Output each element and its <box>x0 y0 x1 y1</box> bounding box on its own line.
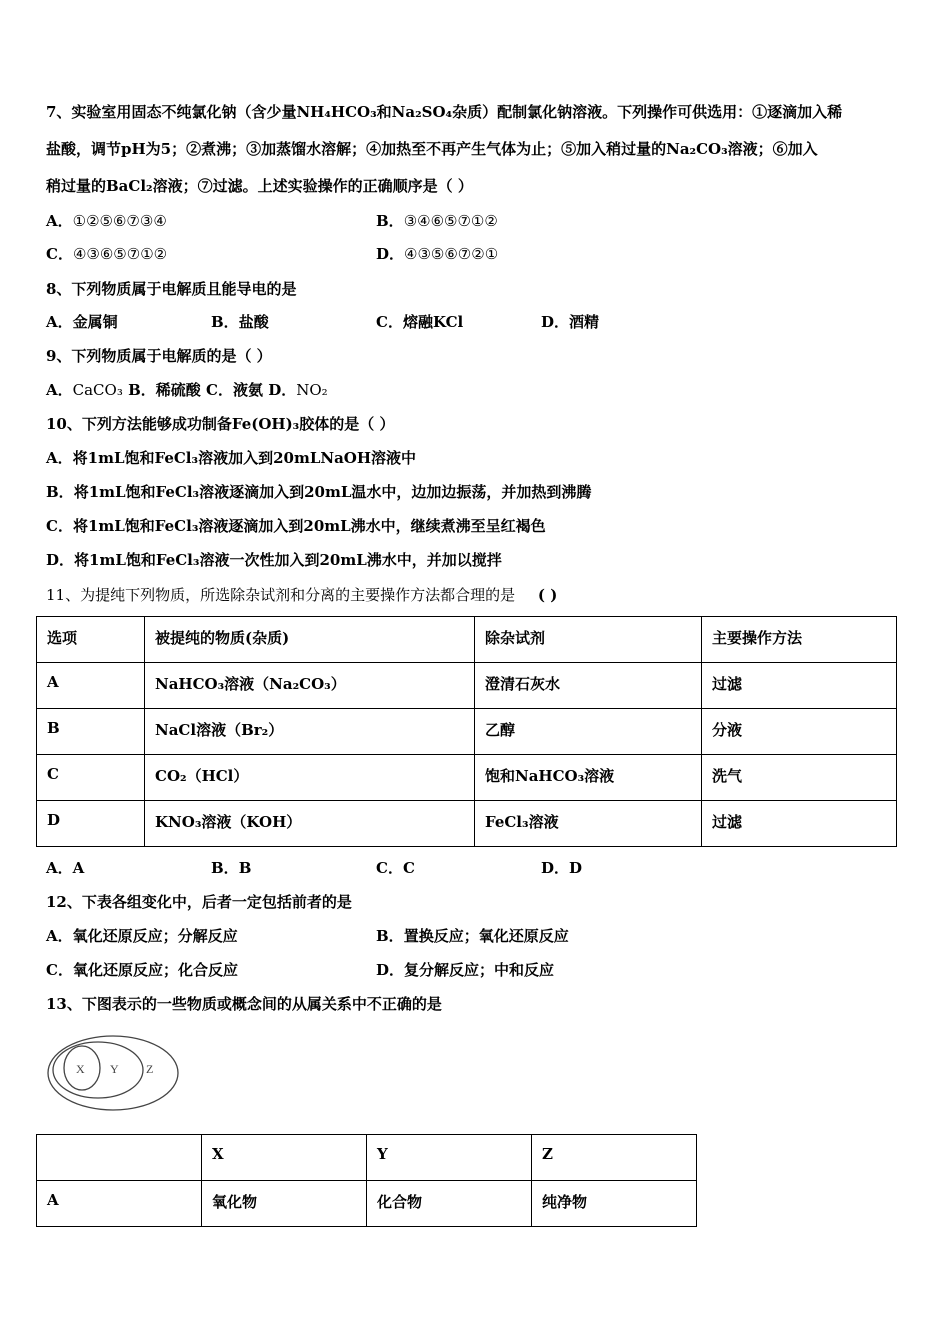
table-header-row <box>37 1135 697 1181</box>
table-header-cell: 除杂试剂 <box>475 617 702 663</box>
q8-option-c[interactable]: C．熔融KCl <box>376 313 464 331</box>
nested-set-diagram <box>40 1030 190 1116</box>
q7-stem-line1: 7、实验室用固态不纯氯化钠（含少量NH₄HCO₃和Na₂SO₄杂质）配制氯化钠溶液。下列操作可供选用：①逐滴加入稀 <box>46 103 843 121</box>
q7-stem-line3: 稍过量的BaCl₂溶液；⑦过滤。上述实验操作的正确顺序是（ ） <box>46 177 473 195</box>
q12-option-c[interactable]: C．氧化还原反应；化合反应 <box>46 961 238 979</box>
q9-options[interactable] <box>46 380 328 400</box>
table-header-cell: 选项 <box>37 617 145 663</box>
diagram-label-z: Z <box>146 1062 154 1076</box>
table-cell: 洗气 <box>702 755 897 801</box>
table-row <box>37 663 897 709</box>
table-header-cell: Z <box>532 1135 697 1181</box>
q7-option-c[interactable]: C．④③⑥⑤⑦①② <box>46 245 168 263</box>
table-cell: 化合物 <box>367 1181 532 1227</box>
q10-option-c[interactable]: C．将1mL饱和FeCl₃溶液逐滴加入到20mL沸水中，继续煮沸至呈红褐色 <box>46 517 546 535</box>
q11-stem <box>46 585 557 605</box>
q13-table <box>36 1134 697 1227</box>
table-cell: FeCl₃溶液 <box>475 801 702 847</box>
q12-option-a[interactable]: A．氧化还原反应；分解反应 <box>46 927 238 945</box>
q10-option-a[interactable]: A．将1mL饱和FeCl₃溶液加入到20mLNaOH溶液中 <box>46 449 417 467</box>
q11-table <box>36 616 897 847</box>
table-header-cell: X <box>202 1135 367 1181</box>
table-header-cell: Y <box>367 1135 532 1181</box>
q13-stem: 13、下图表示的一些物质或概念间的从属关系中不正确的是 <box>46 995 442 1013</box>
q11-option-b[interactable]: B．B <box>211 859 252 877</box>
table-cell: A <box>37 663 145 709</box>
table-cell: 澄清石灰水 <box>475 663 702 709</box>
table-cell: NaCl溶液（Br₂） <box>145 709 475 755</box>
table-row <box>37 755 897 801</box>
table-cell: KNO₃溶液（KOH） <box>145 801 475 847</box>
table-cell: A <box>37 1181 202 1227</box>
q7-stem-line2: 盐酸，调节pH为5；②煮沸；③加蒸馏水溶解；④加热至不再产生气体为止；⑤加入稍过量的Na₂CO₃溶液；⑥加入 <box>46 140 818 158</box>
diagram-label-x: X <box>76 1062 85 1076</box>
table-header-cell: 被提纯的物质(杂质) <box>145 617 475 663</box>
q11-stem-text: 11、为提纯下列物质，所选除杂试剂和分离的主要操作方法都合理的是 <box>46 586 516 604</box>
q8-stem: 8、下列物质属于电解质且能导电的是 <box>46 280 297 298</box>
table-cell: NaHCO₃溶液（Na₂CO₃） <box>145 663 475 709</box>
table-header-cell: 主要操作方法 <box>702 617 897 663</box>
diagram-label-y: Y <box>110 1062 119 1076</box>
q8-option-a[interactable]: A．金属铜 <box>46 313 118 331</box>
table-cell: D <box>37 801 145 847</box>
q11-answer-paren: ( ) <box>537 586 558 604</box>
q12-stem: 12、下表各组变化中，后者一定包括前者的是 <box>46 893 352 911</box>
table-header-cell <box>37 1135 202 1181</box>
table-row <box>37 801 897 847</box>
q9-option-c[interactable]: C．液氨 <box>206 381 263 399</box>
q7-option-b[interactable]: B．③④⑥⑤⑦①② <box>376 212 498 230</box>
q10-option-d[interactable]: D．将1mL饱和FeCl₃溶液一次性加入到20mL沸水中，并加以搅拌 <box>46 551 502 569</box>
q9-option-d[interactable]: D．NO₂ <box>268 381 328 399</box>
q11-option-d[interactable]: D．D <box>541 859 583 877</box>
q8-option-d[interactable]: D．酒精 <box>541 313 600 331</box>
q12-option-b[interactable]: B．置换反应；氧化还原反应 <box>376 927 569 945</box>
table-cell: C <box>37 755 145 801</box>
q9-stem: 9、下列物质属于电解质的是（ ） <box>46 347 272 365</box>
ellipse-y <box>53 1042 143 1098</box>
table-row <box>37 709 897 755</box>
q7-option-d[interactable]: D．④③⑤⑥⑦②① <box>376 245 499 263</box>
table-cell: 氧化物 <box>202 1181 367 1227</box>
q11-option-c[interactable]: C．C <box>376 859 415 877</box>
table-cell: 过滤 <box>702 663 897 709</box>
table-cell: 过滤 <box>702 801 897 847</box>
q7-option-a[interactable]: A．①②⑤⑥⑦③④ <box>46 212 167 230</box>
q11-option-a[interactable]: A．A <box>46 859 85 877</box>
table-cell: 乙醇 <box>475 709 702 755</box>
table-cell: 饱和NaHCO₃溶液 <box>475 755 702 801</box>
q10-option-b[interactable]: B．将1mL饱和FeCl₃溶液逐滴加入到20mL温水中，边加边振荡，并加热到沸腾 <box>46 483 592 501</box>
table-cell: 分液 <box>702 709 897 755</box>
q9-option-b[interactable]: B．稀硫酸 <box>128 381 201 399</box>
table-cell: CO₂（HCl） <box>145 755 475 801</box>
table-cell: 纯净物 <box>532 1181 697 1227</box>
table-cell: B <box>37 709 145 755</box>
table-row <box>37 1181 697 1227</box>
q12-option-d[interactable]: D．复分解反应；中和反应 <box>376 961 555 979</box>
table-header-row <box>37 617 897 663</box>
q8-option-b[interactable]: B．盐酸 <box>211 313 269 331</box>
q10-stem: 10、下列方法能够成功制备Fe(OH)₃胶体的是（ ） <box>46 415 395 433</box>
q9-option-a[interactable]: A．CaCO₃ <box>46 381 123 399</box>
